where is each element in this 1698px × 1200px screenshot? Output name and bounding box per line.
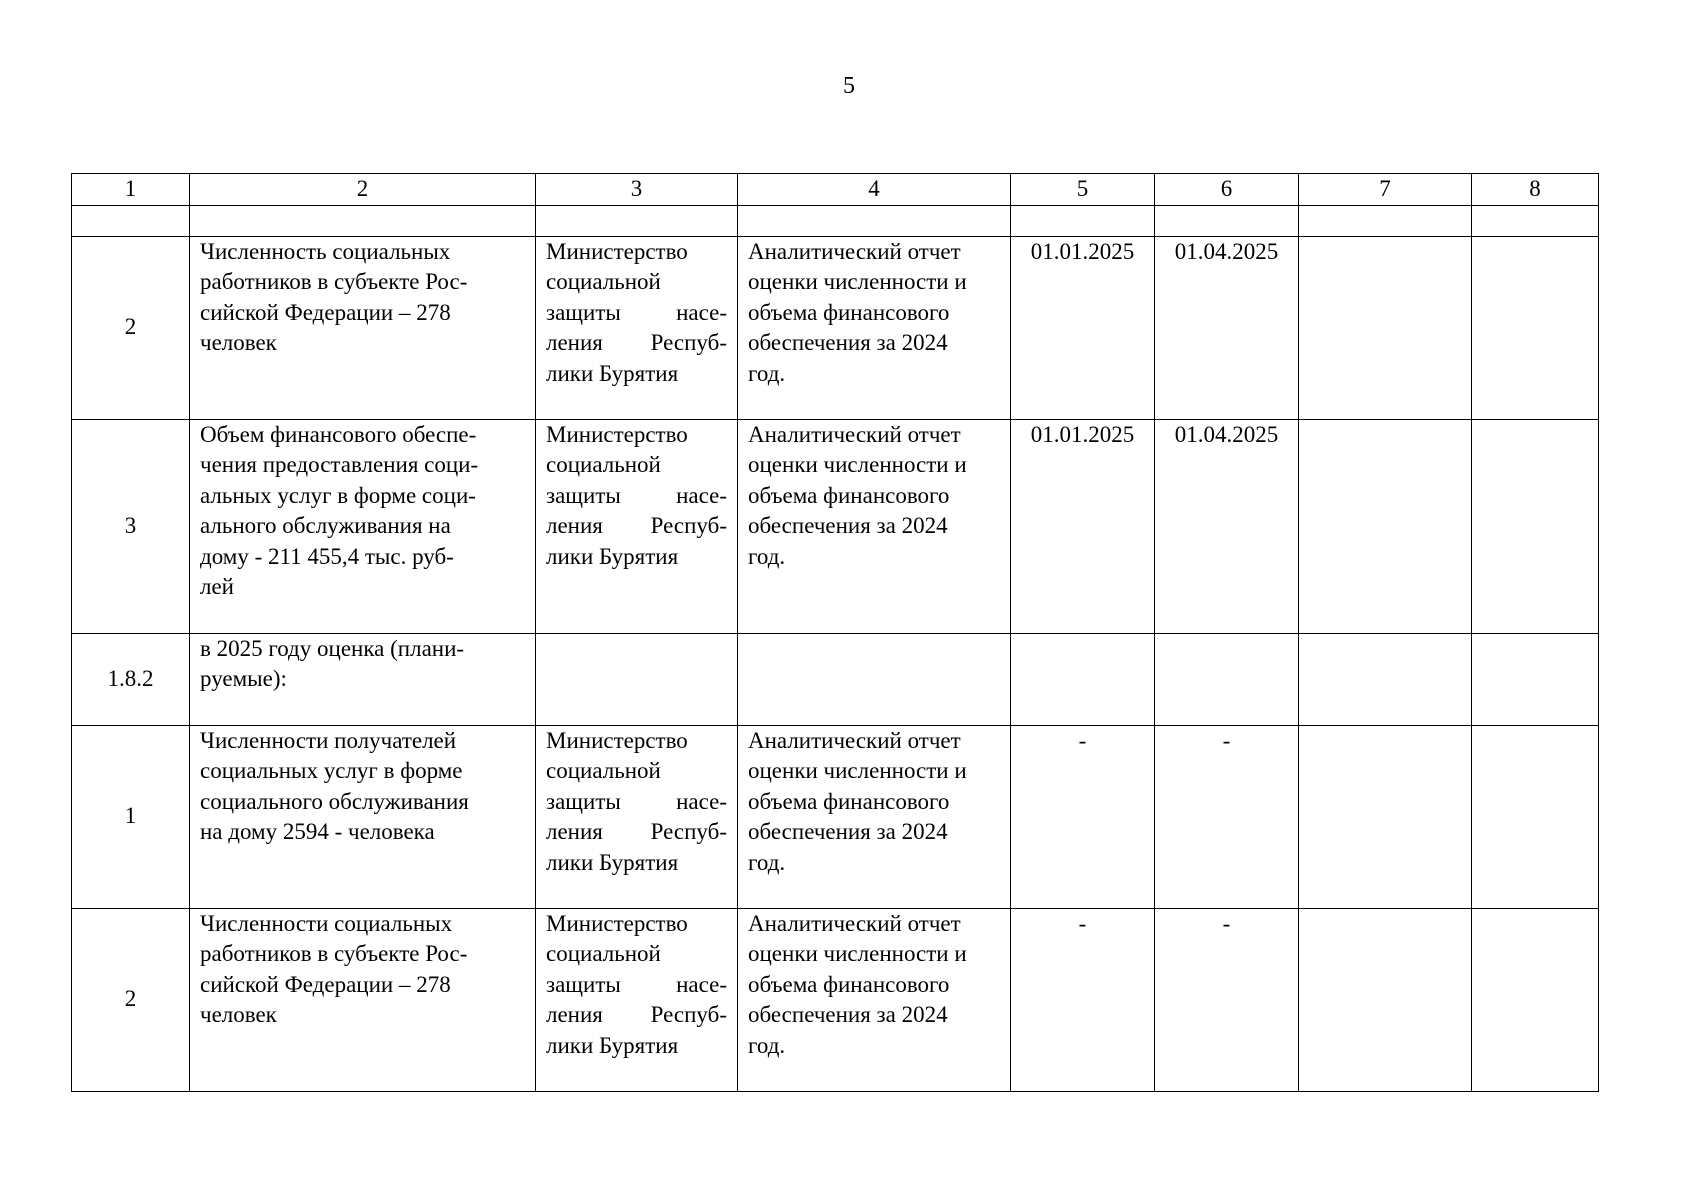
- indicator-description: [190, 725, 536, 908]
- description-line: чения предоставления соци-: [200, 452, 479, 477]
- indicator-description: [190, 419, 536, 633]
- column-header-8: 8: [1472, 174, 1599, 206]
- report-line: объема финансового: [748, 482, 950, 508]
- organization-line: защиты насе-: [546, 788, 727, 814]
- organization-line: Министерство: [546, 238, 688, 264]
- responsible-organization: [536, 908, 738, 1091]
- report-line: Аналитический отчет: [748, 910, 961, 936]
- organization-line: социальной: [546, 269, 661, 294]
- organization-line: лики Бурятия: [546, 1032, 679, 1058]
- organization-line: социальной: [546, 452, 661, 477]
- description-line: Численности получателей: [200, 727, 457, 753]
- description-line: Объем финансового обеспе-: [200, 421, 477, 447]
- report-line: Аналитический отчет: [748, 238, 961, 264]
- description-line: в 2025 году оценка (плани-: [200, 635, 465, 661]
- responsible-organization: [536, 725, 738, 908]
- organization-line: социальной: [546, 941, 661, 966]
- organization-line: ления Респуб-: [546, 330, 727, 355]
- blank-cell: [1472, 205, 1599, 236]
- column-header-1: 1: [72, 174, 190, 206]
- result-document: [738, 908, 1011, 1091]
- section-row: [72, 633, 1599, 725]
- empty-cell: [1472, 725, 1599, 908]
- end-date: -: [1155, 725, 1299, 908]
- column-header-2: 2: [190, 174, 536, 206]
- report-line: год.: [748, 360, 786, 386]
- blank-cell: [1011, 205, 1155, 236]
- blank-cell: [72, 205, 190, 236]
- report-line: обеспечения за 2024: [748, 513, 948, 538]
- table-row: [72, 419, 1599, 633]
- organization-line: защиты насе-: [546, 299, 727, 325]
- blank-row: [72, 205, 1599, 236]
- start-date: 01.01.2025: [1011, 236, 1155, 419]
- report-line: оценки численности и: [748, 758, 967, 783]
- report-line: год.: [748, 849, 786, 875]
- empty-cell: [1299, 725, 1472, 908]
- organization-line: Министерство: [546, 910, 688, 936]
- organization-line: Министерство: [546, 421, 688, 447]
- result-document: [738, 419, 1011, 633]
- description-line: социальных услуг в форме: [200, 758, 463, 783]
- empty-cell: [1011, 633, 1155, 725]
- description-line: лей: [200, 574, 234, 599]
- description-line: дому - 211 455,4 тыс. руб-: [200, 543, 454, 569]
- report-line: объема финансового: [748, 971, 950, 997]
- indicator-description: [190, 236, 536, 419]
- result-document: [738, 725, 1011, 908]
- report-line: Аналитический отчет: [748, 727, 961, 753]
- report-line: оценки численности и: [748, 269, 967, 294]
- result-document: [738, 236, 1011, 419]
- empty-cell: [1472, 633, 1599, 725]
- description-line: человек: [200, 330, 277, 355]
- report-line: обеспечения за 2024: [748, 1002, 948, 1027]
- description-line: на дому 2594 - человека: [200, 819, 435, 844]
- description-line: человек: [200, 1002, 277, 1027]
- empty-cell: [1472, 419, 1599, 633]
- empty-cell: [1299, 419, 1472, 633]
- organization-line: социальной: [546, 758, 661, 783]
- page-number: 5: [843, 73, 855, 99]
- blank-cell: [738, 205, 1011, 236]
- report-line: Аналитический отчет: [748, 421, 961, 447]
- end-date: 01.04.2025: [1155, 236, 1299, 419]
- blank-cell: [190, 205, 536, 236]
- responsible-organization: [536, 236, 738, 419]
- column-number-row: [72, 174, 1599, 206]
- column-header-3: 3: [536, 174, 738, 206]
- start-date: 01.01.2025: [1011, 419, 1155, 633]
- empty-cell: [1299, 633, 1472, 725]
- column-header-7: 7: [1299, 174, 1472, 206]
- report-line: обеспечения за 2024: [748, 819, 948, 844]
- table-row: [72, 908, 1599, 1091]
- empty-cell: [1299, 908, 1472, 1091]
- description-line: сийской Федерации – 278: [200, 971, 451, 997]
- blank-cell: [536, 205, 738, 236]
- organization-line: Министерство: [546, 727, 688, 753]
- table-row: [72, 725, 1599, 908]
- empty-cell: [1299, 236, 1472, 419]
- organization-line: лики Бурятия: [546, 849, 679, 875]
- table-row: [72, 236, 1599, 419]
- row-number: 1: [72, 725, 190, 908]
- description-line: работников в субъекте Рос-: [200, 269, 468, 294]
- empty-cell: [1472, 236, 1599, 419]
- measures-table: [71, 173, 1599, 1092]
- column-header-6: 6: [1155, 174, 1299, 206]
- section-number: 1.8.2: [72, 633, 190, 725]
- row-number: 3: [72, 419, 190, 633]
- description-line: альных услуг в форме соци-: [200, 482, 476, 508]
- start-date: -: [1011, 908, 1155, 1091]
- end-date: -: [1155, 908, 1299, 1091]
- organization-line: лики Бурятия: [546, 543, 679, 569]
- description-line: социального обслуживания: [200, 788, 469, 814]
- report-line: оценки численности и: [748, 452, 967, 477]
- organization-line: защиты насе-: [546, 482, 727, 508]
- description-line: руемые):: [200, 666, 287, 691]
- empty-cell: [536, 633, 738, 725]
- description-line: ального обслуживания на: [200, 513, 451, 538]
- organization-line: ления Респуб-: [546, 513, 727, 538]
- description-line: Численность социальных: [200, 238, 451, 264]
- end-date: 01.04.2025: [1155, 419, 1299, 633]
- blank-cell: [1155, 205, 1299, 236]
- empty-cell: [1472, 908, 1599, 1091]
- start-date: -: [1011, 725, 1155, 908]
- empty-cell: [1155, 633, 1299, 725]
- description-line: работников в субъекте Рос-: [200, 941, 468, 966]
- organization-line: защиты насе-: [546, 971, 727, 997]
- empty-cell: [738, 633, 1011, 725]
- report-line: обеспечения за 2024: [748, 330, 948, 355]
- report-line: год.: [748, 543, 786, 569]
- blank-cell: [1299, 205, 1472, 236]
- organization-line: лики Бурятия: [546, 360, 679, 386]
- section-title: [190, 633, 536, 725]
- responsible-organization: [536, 419, 738, 633]
- report-line: год.: [748, 1032, 786, 1058]
- description-line: Численности социальных: [200, 910, 453, 936]
- column-header-4: 4: [738, 174, 1011, 206]
- report-line: оценки численности и: [748, 941, 967, 966]
- column-header-5: 5: [1011, 174, 1155, 206]
- indicator-description: [190, 908, 536, 1091]
- row-number: 2: [72, 908, 190, 1091]
- organization-line: ления Респуб-: [546, 1002, 727, 1027]
- organization-line: ления Респуб-: [546, 819, 727, 844]
- report-line: объема финансового: [748, 299, 950, 325]
- description-line: сийской Федерации – 278: [200, 299, 451, 325]
- report-line: объема финансового: [748, 788, 950, 814]
- row-number: 2: [72, 236, 190, 419]
